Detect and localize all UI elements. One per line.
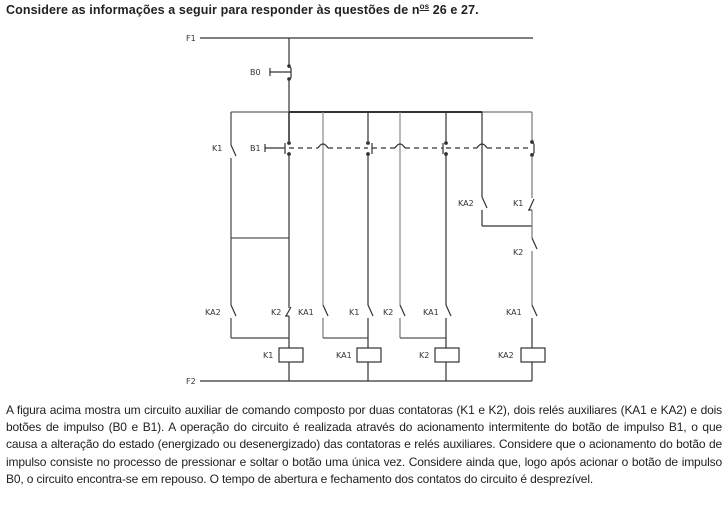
ka1-contact-k2-branch: [446, 305, 451, 316]
b1-contact-4: [531, 141, 534, 157]
header-superscript: os: [419, 2, 430, 11]
label-f2: F2: [186, 377, 196, 386]
k1-contact-ka1-branch: [368, 305, 373, 316]
b1-contact-1: [265, 142, 290, 156]
k1-seal-contact: [231, 145, 236, 156]
label-k2-k2branch: K2: [383, 308, 394, 317]
ka1-coil: [357, 348, 381, 362]
label-coil-k1: K1: [263, 351, 274, 360]
label-ka1-ka2branch: KA1: [506, 308, 522, 317]
ka2-coil: [521, 348, 545, 362]
label-b0: B0: [250, 68, 261, 77]
label-ka1-k2branch: KA1: [423, 308, 439, 317]
label-k2-mid: K2: [513, 248, 524, 257]
label-k1-upper: K1: [513, 199, 524, 208]
label-coil-ka1: KA1: [336, 351, 352, 360]
label-coil-ka2: KA2: [498, 351, 514, 360]
ka1-contact-k1-branch: [323, 305, 328, 316]
ka2-contact-left: [231, 305, 236, 316]
label-b1: B1: [250, 144, 261, 153]
label-ka1-k1branch: KA1: [298, 308, 314, 317]
k2-coil: [435, 348, 459, 362]
ka1-contact-ka2-branch: [532, 305, 537, 316]
b0-contact: [270, 65, 291, 80]
description-paragraph: A figura acima mostra um circuito auxiliar de comando composto por duas contatoras (K1 e K2), dois relés auxiliares (KA1 e KA2) e dois botões de impulso (B0 e B1). A operação do circuito é realizada através do acionamento intermitente do botão de impulso B1, o que causa a alteração do estado (energizado ou desenergizado) das contatoras e relés auxiliares. Considere que o acionamento do botão de impulso consiste no processo de pressionar e soltar o botão uma única vez. Considere ainda que, logo após acionar o botão de impulso B0, o circuito encontra-se em repouso. O tempo de abertura e fechamento dos contatos do circuito é desprezível.: [6, 403, 722, 486]
label-f1: F1: [186, 34, 196, 43]
label-k1-ka1branch: K1: [349, 308, 360, 317]
k1-coil: [279, 348, 303, 362]
label-k2-nc: K2: [271, 308, 282, 317]
label-k1-seal: K1: [212, 144, 223, 153]
label-ka2-left: KA2: [205, 308, 221, 317]
label-ka2-upper: KA2: [458, 199, 474, 208]
header-prefix: Considere as informações a seguir para responder às questões de n: [6, 3, 420, 17]
ka2-contact-upper: [482, 197, 487, 208]
k2-contact-mid: [532, 238, 537, 249]
k2-nc-contact-k1-branch: [286, 307, 291, 316]
header-suffix: 26 e 27.: [429, 3, 479, 17]
k2-contact-k2-branch: [400, 305, 405, 316]
k1-nc-contact-upper: [529, 199, 534, 210]
label-coil-k2: K2: [419, 351, 430, 360]
circuit-description: [6, 402, 722, 488]
